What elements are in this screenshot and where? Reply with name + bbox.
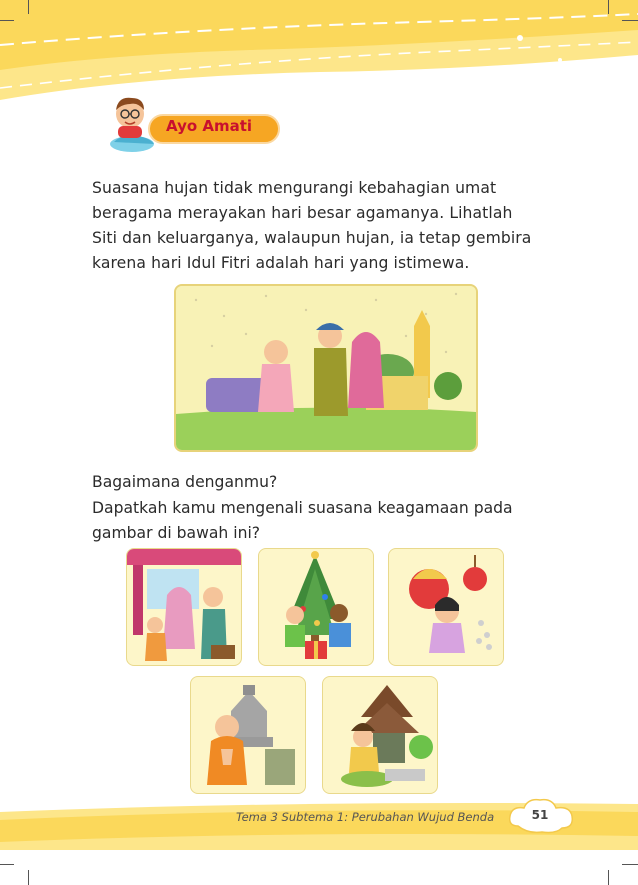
crop-mark [28, 870, 29, 885]
section-tag [104, 92, 280, 154]
crop-mark [0, 20, 14, 21]
main-illustration [174, 284, 478, 452]
question-2: Dapatkah kamu mengenali suasana keagamaan pada gambar di bawah ini? [92, 499, 513, 542]
crop-mark [0, 864, 14, 865]
illustration-eid-family [126, 548, 242, 666]
question-1: Bagaimana denganmu? [92, 473, 278, 491]
crop-mark [608, 0, 609, 14]
header-band [0, 0, 638, 118]
illustration-buddhist-monk [190, 676, 306, 794]
illustration-christmas [258, 548, 374, 666]
crop-mark [28, 0, 29, 14]
idul-fitri-rain-illustration [176, 286, 476, 450]
intro-paragraph: Suasana hujan tidak mengurangi kebahagian umat beragama merayakan hari besar agamanya. Lihatlah Siti dan keluarganya, walaupun hujan, ia tetap gembira karena hari Idul Fitri adalah hari yang istimewa. [92, 179, 532, 272]
boy-mascot-icon [104, 92, 164, 154]
crop-mark [622, 864, 638, 865]
illustration-hindu-temple [322, 676, 438, 794]
illustration-chinese-new-year [388, 548, 504, 666]
crop-mark [608, 870, 609, 885]
page-number: 51 [531, 808, 549, 822]
footer-subtema: Tema 3 Subtema 1: Perubahan Wujud Benda [236, 810, 495, 824]
section-title: Ayo Amati [166, 117, 253, 135]
crop-mark [622, 20, 638, 21]
